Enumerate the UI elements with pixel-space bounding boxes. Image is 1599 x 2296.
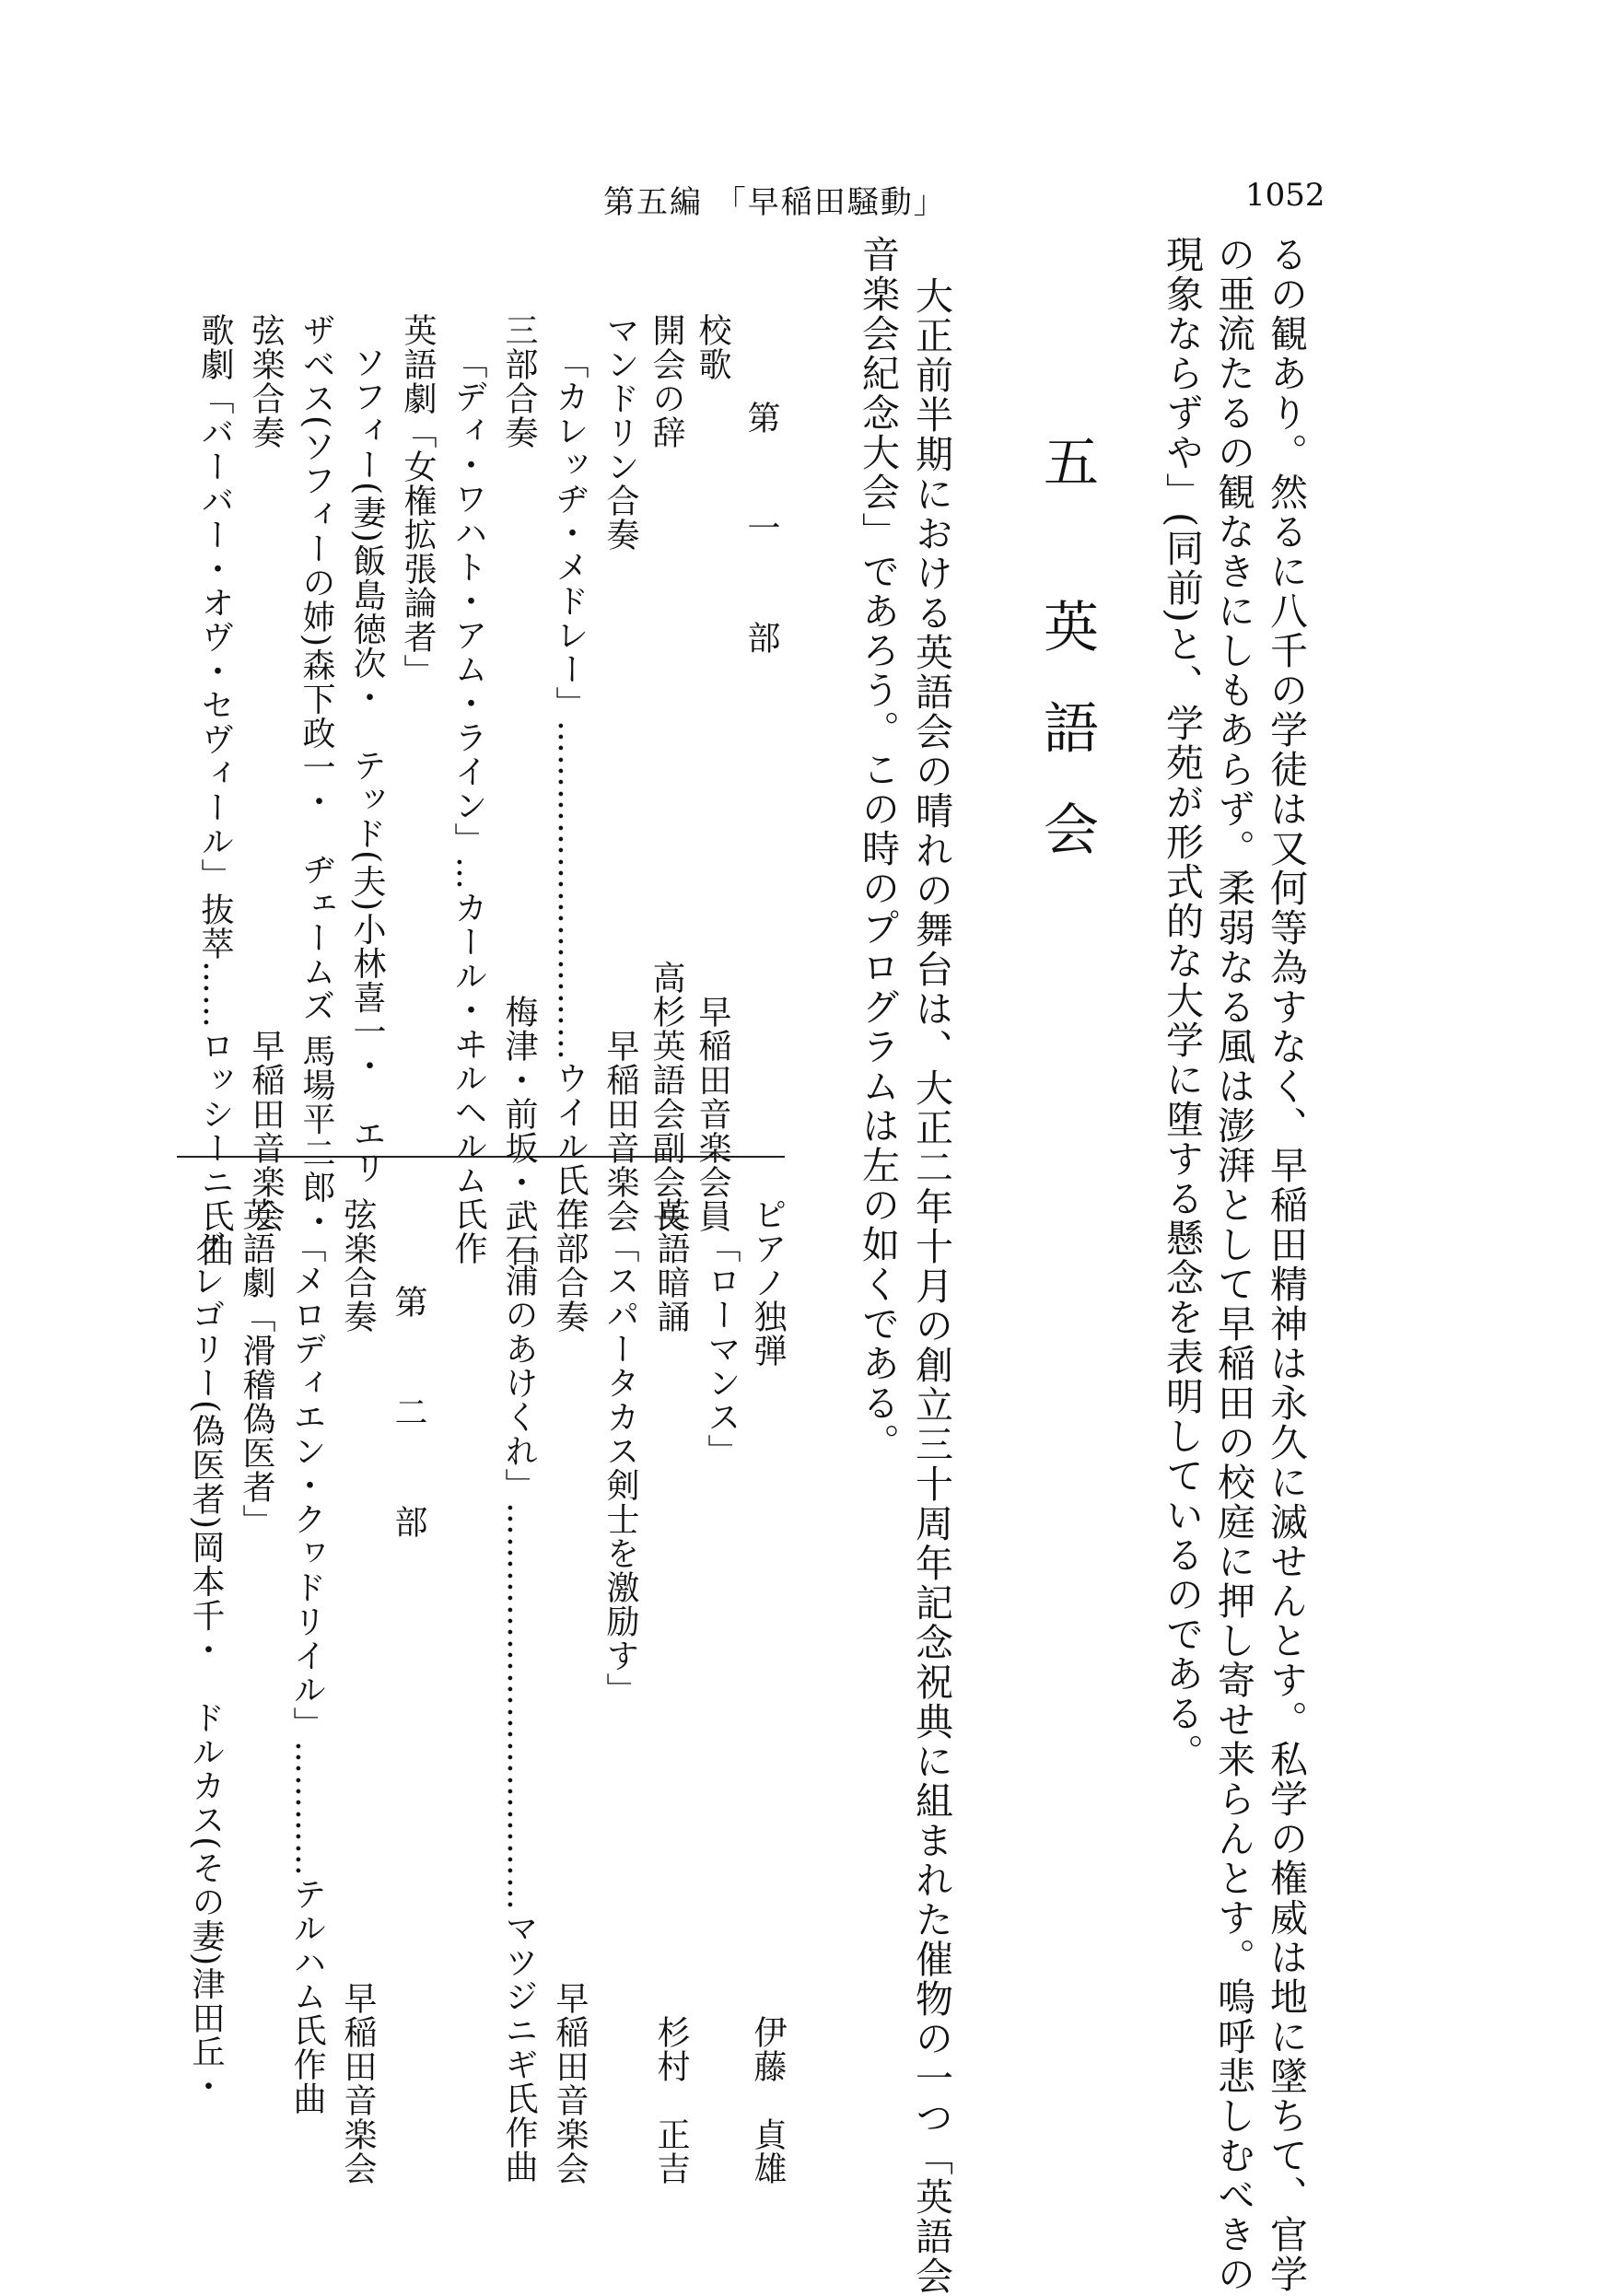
part1-item-6: 「ディ・ワハト・アム・ライン」…カール・ヰルヘルム氏作 (449, 345, 487, 1265)
paragraph1-line-1: るの観あり。然るに八千の学徒は又何等為すなく、早稲田精神は永久に滅せんとす。私学の権威は地に墜ちて、官学 (1264, 235, 1308, 2294)
paragraph2-line-1: 大正前半期における英語会の晴れの舞台は、大正二年十月の創立三十周年記念祝典に組まれた催物の一つ「英語会 (909, 276, 953, 2296)
part2-item-8: 「メロディエン・クヮドリイル」…………テルハム氏作曲 (288, 1230, 326, 2115)
running-header: 第五編 「早稲田騒動」 (603, 184, 947, 221)
part-divider (177, 1156, 785, 1158)
part1-item-3: マンドリン合奏 早稲田音楽会 (601, 313, 639, 1233)
page-number: 1052 (1245, 177, 1325, 214)
part2-item-3: 英語暗誦 杉村 正吉 (652, 1197, 690, 2185)
part2-item-2: 「ローマンス」 (703, 1230, 741, 1468)
paragraph1-line-3: 現象ならずや」(同前)と、学苑が形式的な大学に堕する懸念を表明しているのである。 (1160, 235, 1204, 1773)
part2-item-6: 「浦のあけくれ」………………………………マツジニギ氏作曲 (500, 1230, 538, 2184)
part1-item-11: 歌劇「バーバー・オヴ・セヴィール」抜萃……ロッシーニ氏曲 (196, 313, 234, 1267)
part1-item-8: ソフィー(妻)飯島徳次・ テッド(夫)小林喜一・ エリ (348, 345, 386, 1185)
part1-item-1: 校歌 早稲田音楽会員 (694, 313, 731, 1233)
part1-item-5: 三部合奏 梅津・前坂・武石 (500, 313, 538, 1267)
paragraph1-line-2: の亜流たるの観なきにしもあらず。柔弱なる風は澎湃として早稲田の校庭に押し寄せ来らんとす。嗚呼悲しむべきの (1211, 235, 1255, 2294)
paragraph2-line-2: 音楽会紀念大会」であろう。この時のプログラムは左の如くである。 (856, 235, 900, 1463)
part1-item-2: 開会の辞 高杉英語会副会長 (648, 313, 685, 1233)
part1-item-9: ザベス(ソフィーの姉)森下政一・ ヂェームズ 馬場平二郎・ (298, 313, 335, 1239)
part2-title: 第 二 部 (390, 1285, 427, 1571)
section-title: 五 英語会 (1034, 433, 1099, 903)
part2-item-1: ピアノ独弾 伊藤 貞雄 (749, 1197, 787, 2185)
part2-item-7: 弦楽合奏 早稲田音楽会 (339, 1197, 377, 2185)
part1-item-4: 「カレッヂ・メドレー」…………………………ウイル氏作 (551, 345, 589, 1231)
part1-item-7: 英語劇「女権拡張論者」 (399, 313, 437, 688)
part2-item-9: 英語劇「滑稽偽医者」 (238, 1197, 275, 1538)
part2-item-10: グレゴリー(偽医者)岡本千・ ドルカス(その妻)津田丘・ (187, 1230, 225, 2104)
part2-item-4: 「スパータカス剣士を激励す」 (601, 1230, 639, 1707)
part1-title: 第 一 部 (742, 401, 780, 687)
part1-item-10: 弦楽合奏 早稲田音楽会 (247, 313, 285, 1233)
part2-item-5: 三部合奏 早稲田音楽会 (551, 1197, 589, 2185)
